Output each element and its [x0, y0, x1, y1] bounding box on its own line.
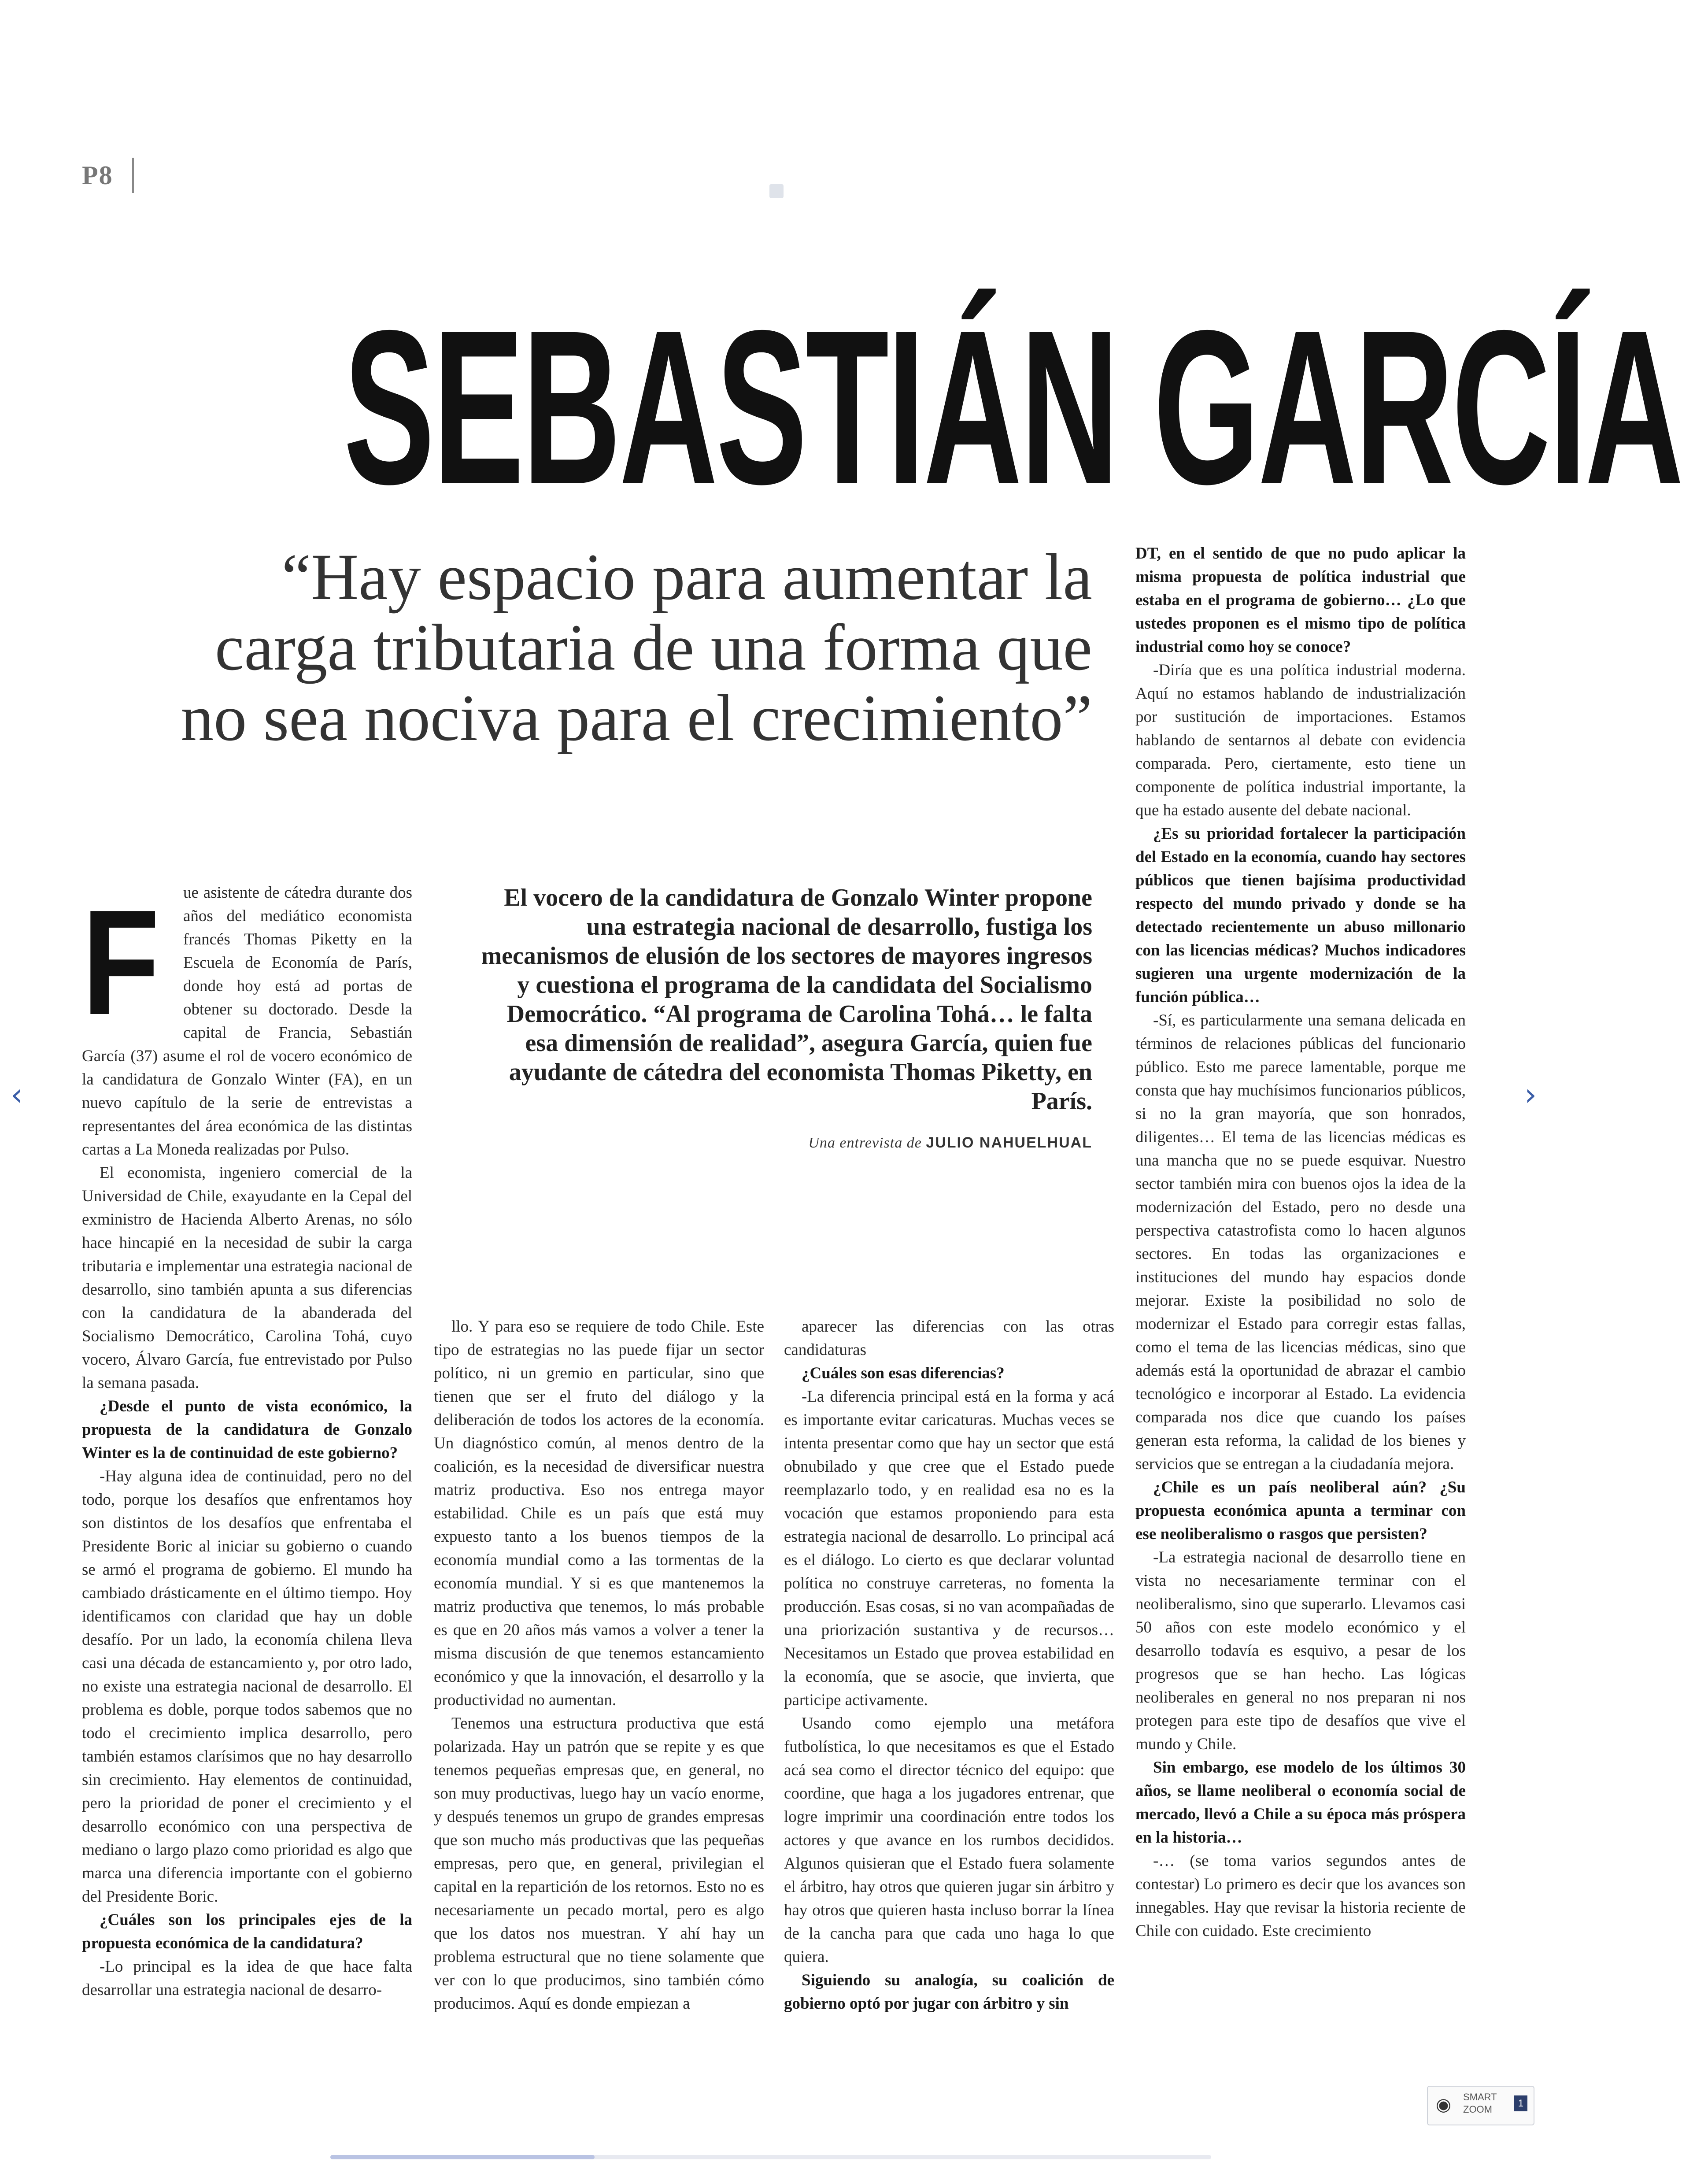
body-paragraph: aparecer las diferencias con las otras candidaturas [784, 1318, 1114, 1359]
body-paragraph: -La estrategia nacional de desarrollo tiene en vista no necesariamente terminar con el neoliberalismo, sino que superarlo. Llevamos casi 50 años con este modelo económico y el desarrollo todavía es esquivo, a pesar de los progresos que se han hecho. Las lógicas neoliberales en general no nos preparan ni nos protegen para este tipo de desafíos que vive el mundo y Chile. [1135, 1548, 1466, 1753]
body-paragraph: Tenemos una estructura productiva que está polarizada. Hay un patrón que se repite y es que tenemos pequeñas empresas que, en general, no son muy productivas, luego hay un vacío enorme, y después tenemos un grupo de grandes empresas que son mucho más productivas que las pequeñas empresas, pero que, en general, privilegian el capital en la repartición de los retornos. Esto no es necesariamente un pecado mortal, pero es algo que los datos nos muestran. Y ahí hay un problema estructural que no tiene solamente que ver con lo que producimos, sino también cómo producimos. Aquí es donde empiezan a [434, 1714, 764, 2013]
eye-icon: ◉ [1436, 2095, 1451, 2114]
body-paragraph: -… (se toma varios segundos antes de contestar) Lo primero es decir que los avances son innegables. Hay que revisar la historia reciente de Chile con cuidado. Este crecimiento [1135, 1852, 1466, 1940]
question-paragraph: Sin embargo, ese modelo de los últimos 30 años, se llame neoliberal o economía social de mercado, llevó a Chile a su época más próspera en la historia… [1135, 1758, 1466, 1847]
question-paragraph: ¿Es su prioridad fortalecer la participación del Estado en la economía, cuando hay sectores públicos que tienen bajísima productividad respecto del mundo privado y donde se ha detectado recientemente un abuso millonario con las licencias médicas? Muchos indicadores sugieren una urgente modernización de la función pública… [1135, 825, 1466, 1006]
question-paragraph: ¿Cuáles son esas diferencias? [802, 1364, 1005, 1382]
question-paragraph: Siguiendo su analogía, su coalición de gobierno optó por jugar con árbitro y sin [784, 1971, 1114, 2013]
pull-quote: “Hay espacio para aumentar la carga tributaria de una forma que no sea nociva para el crecimiento” [181, 540, 1092, 755]
scroll-progress-fill [330, 2155, 595, 2159]
byline-label: Una entrevista de [808, 1135, 922, 1151]
question-paragraph: ¿Desde el punto de vista económico, la propuesta de la candidatura de Gonzalo Winter es la de continuidad de este gobierno? [82, 1397, 412, 1462]
smart-zoom-button[interactable] [1427, 2086, 1534, 2125]
lede-paragraph: El vocero de la candidatura de Gonzalo Winter propone una estrategia nacional de desarrollo, fustiga los mecanismos de elusión de los sectores de mayores ingresos y cuestiona el programa de la candidata del Socialismo Democrático. “Al programa de Carolina Tohá… le falta esa dimensión de realidad”, asegura García, quien fue ayudante de cátedra del economista Thomas Piketty, en París. [481, 884, 1092, 1115]
body-paragraph: -Lo principal es la idea de que hace falta desarrollar una estrategia nacional de desarro- [82, 1958, 412, 1999]
smart-zoom-label: SMART ZOOM [1463, 2091, 1497, 2115]
body-paragraph: -Sí, es particularmente una semana delicada en términos de relaciones públicas del funcionario público. Esto me parece lamentable, porque me consta que hay muchísimos funcionarios públicos, si no la gran mayoría, que son honrados, diligentes… El tema de las licencias médicas es una mancha que no se puede esquivar. Nuestro sector también mira con buenos ojos la idea de la modernización del Estado, pero no desde una perspectiva catastrofista como lo hacen algunos sectores. En todas las organizaciones e instituciones del mundo hay espacios donde mejorar. Existe la posibilidad no solo de modernizar el Estado para corregir estas fallas, como el tema de las licencias médicas, sino que además está la oportunidad de abrazar el cambio tecnológico e incorporar al Estado. La evidencia comparada nos dice que cuando los países generan esta reforma, la calidad de los bienes y servicios que se entregan a la ciudadanía mejora. [1135, 1011, 1466, 1473]
body-paragraph: ue asistente de cátedra durante dos años del mediático economista francés Thomas Piketty en la Escuela de Economía de París, donde hoy está ad portas de obtener su doctorado. Desde la capital de Francia, Sebastián García (37) asume el rol de vocero económico de la candidatura de Gonzalo Winter (FA), en un nuevo capítulo de la serie de entrevistas a representantes del área económica de las distintas cartas a La Moneda realizadas por Pulso. [82, 884, 412, 1159]
body-paragraph: -Hay alguna idea de continuidad, pero no del todo, porque los desafíos que enfrentamos hoy son distintos de los desafíos que enfrentaba el Presidente Boric al iniciar su gobierno o cuando se armó el programa de gobierno. El mundo ha cambiado drásticamente en el último tiempo. Hoy identificamos con claridad que hay un doble desafío. Por un lado, la economía chilena lleva casi una década de estancamiento y, por otro lado, no existe una estrategia nacional de desarrollo. El problema es doble, porque todos sabemos que no todo el crecimiento implica desarrollo, pero también estamos clarísimos que no hay desarrollo sin crecimiento. Hay elementos de continuidad, pero la prioridad de poner el crecimiento y el desarrollo económico con una perspectiva de mediano o largo plazo como prioridad es algo que marca una diferencia importante con el gobierno del Presidente Boric. [82, 1467, 412, 1906]
body-paragraph: El economista, ingeniero comercial de la Universidad de Chile, exayudante en la Cepal del exministro de Hacienda Alberto Arenas, no sólo hace hincapié en la necesidad de subir la carga tributaria e implementar una estrategia nacional de desarrollo, sino también apunta a sus diferencias con la candidatura de la abanderada del Socialismo Democrático, Carolina Tohá, cuyo vocero, Álvaro García, fue entrevistado por Pulso la semana pasada. [82, 1164, 412, 1392]
byline-author: JULIO NAHUELHUAL [926, 1134, 1092, 1151]
question-paragraph: DT, en el sentido de que no pudo aplicar la misma propuesta de política industrial que estaba en el programa de gobierno… ¿Lo que ustedes proponen es el mismo tipo de política industrial como hoy se conoce? [1135, 544, 1466, 656]
question-paragraph: ¿Chile es un país neoliberal aún? ¿Su propuesta económica apunta a terminar con ese neoliberalismo o rasgos que persisten? [1135, 1478, 1466, 1543]
question-paragraph: ¿Cuáles son los principales ejes de la propuesta económica de la candidatura? [82, 1911, 412, 1952]
page-number-divider [132, 158, 134, 193]
scroll-progress-bar[interactable] [330, 2155, 1211, 2159]
body-paragraph: -La diferencia principal está en la forma y acá es importante evitar caricaturas. Muchas veces se intenta presentar como que hay un sector que está obnubilado y que cree que el Estado puede reemplazarlo todo, y en realidad esa no es la vocación que estamos proponiendo para esta estrategia nacional de desarrollo. Lo principal acá es el diálogo. Lo cierto es que declarar voluntad política no construye carreteras, no fomenta la producción. Esas cosas, si no van acompañadas de una priorización sustantiva y de recursos… Necesitamos un Estado que provea estabilidad en la economía, que se asocie, que invierta, que participe activamente. [784, 1388, 1114, 1709]
drop-cap: F [82, 879, 160, 1046]
headline: SEBASTIÁN GARCÍA [344, 285, 1682, 530]
article-column-2 [434, 1315, 764, 2046]
smart-zoom-badge: 1 [1514, 2095, 1527, 2111]
previous-page-icon[interactable]: ‹ [11, 1077, 23, 1113]
body-paragraph: -Diría que es una política industrial moderna. Aquí no estamos hablando de industrialización por sustitución de importaciones. Estamos hablando de sentarnos al debate con evidencia comparada. Pero, ciertamente, esto tiene un componente de política industrial importante, la que ha estado ausente del debate nacional. [1135, 661, 1466, 819]
body-paragraph: Usando como ejemplo una metáfora futbolística, lo que necesitamos es que el Estado acá sea como el director técnico del equipo: que coordine, que haga a los jugadores entrenar, que logre imprimir una coordinación entre todos los actores y que avance en los rumbos decididos. Algunos quisieran que el Estado fuera solamente el árbitro, hay otros que quieren jugar sin árbitro y hay otros que quieren hasta incluso borrar la línea de la cancha para que cada uno haga lo que quiera. [784, 1714, 1114, 1966]
page-marker-icon[interactable] [769, 184, 784, 198]
body-paragraph: llo. Y para eso se requiere de todo Chile. Este tipo de estrategias no las puede fijar un sector político, ni un gremio en particular, sino que tienen que ser el fruto del diálogo y la deliberación de todos los actores de la economía. Un diagnóstico común, al menos dentro de la coalición, es la necesidad de diversificar nuestra matriz productiva. Eso nos entrega mayor estabilidad. Chile es un país que está muy expuesto tanto a los buenos tiempos de la economía mundial como a las tormentas de la economía mundial. Y si es que mantenemos la matriz productiva que tenemos, lo más probable es que en 20 años más vamos a volver a tener la misma discusión de que tenemos estancamiento económico y que la innovación, el desarrollo y la productividad no aumentan. [434, 1318, 764, 1709]
page-number: P8 [82, 161, 113, 190]
article-column-3 [784, 1315, 1114, 2046]
byline [476, 1134, 1092, 1151]
next-page-icon[interactable]: › [1524, 1077, 1537, 1113]
article-column-1 [82, 881, 412, 2044]
article-column-4 [1135, 542, 1466, 2048]
